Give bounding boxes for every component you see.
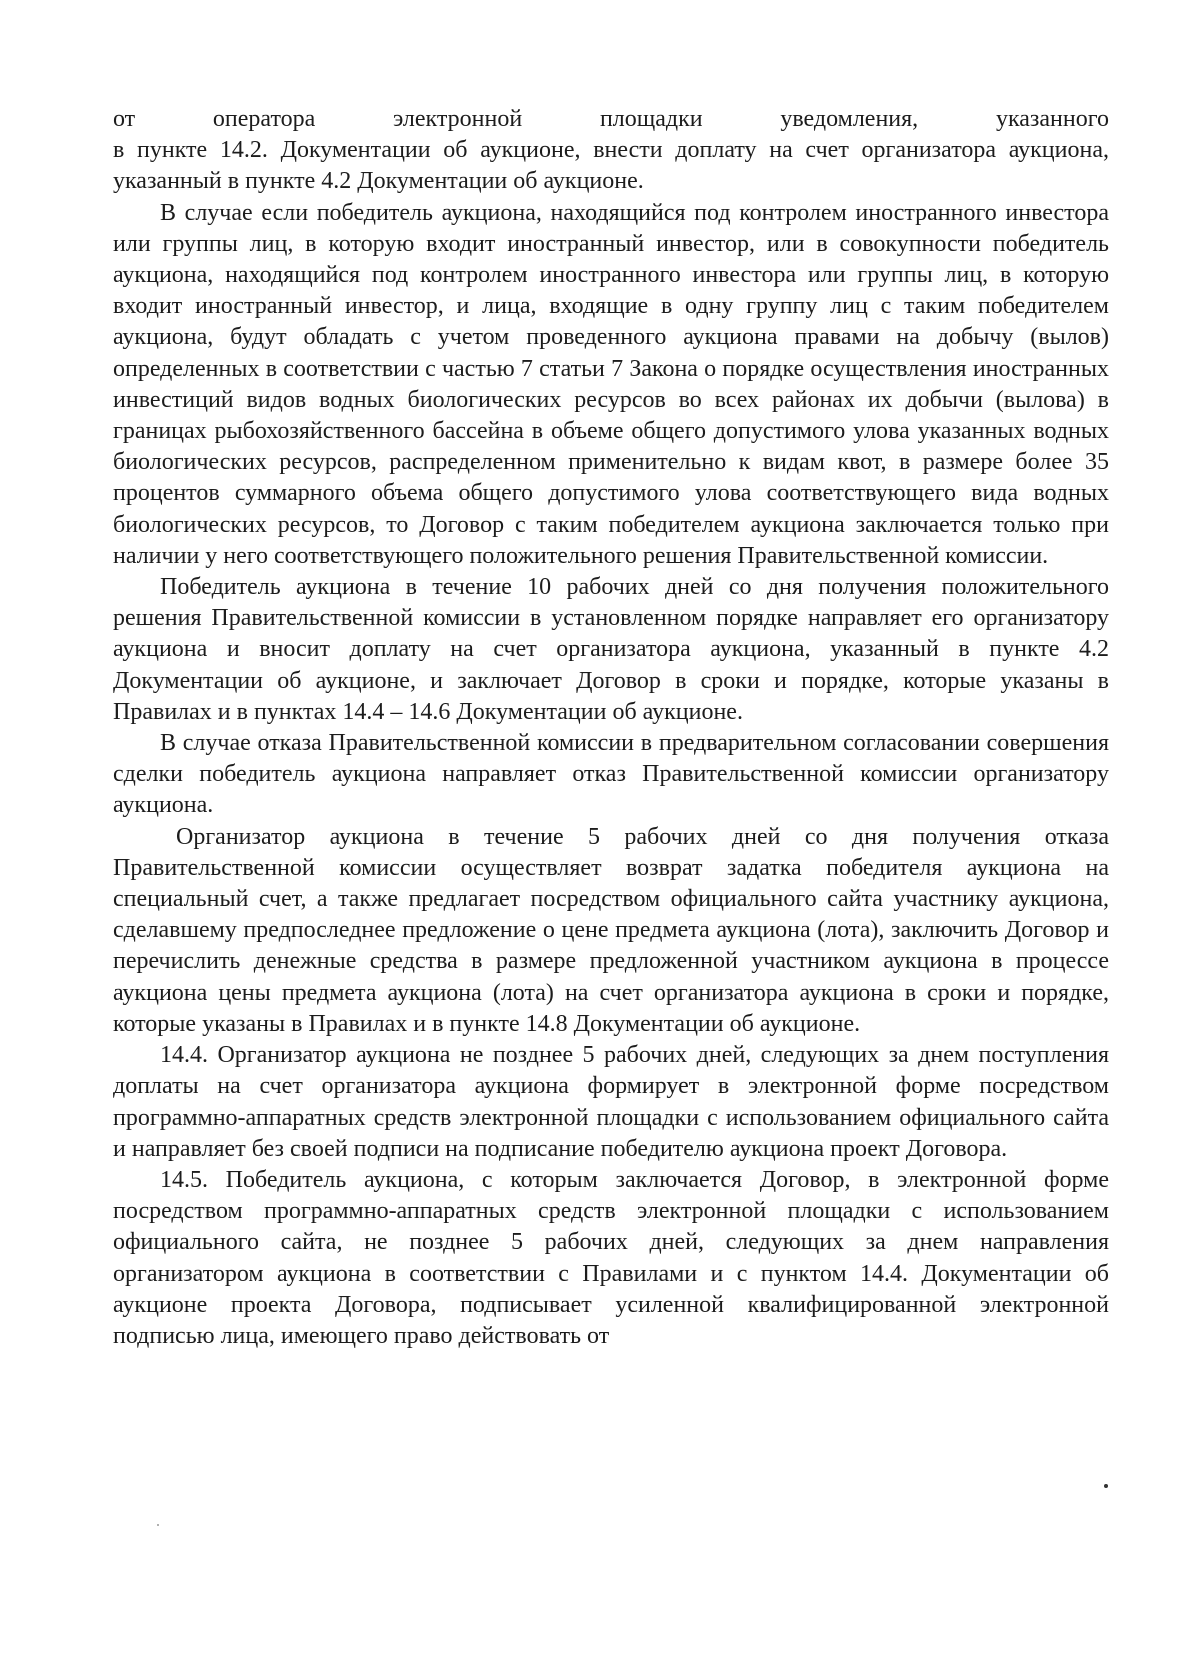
intro-word: уведомления, <box>780 106 919 132</box>
intro-paragraph-continuation: в пункте 14.2. Документации об аукционе, внести доплату на счет организатора аукциона, указанный в пункте 4.2 Документации об аукционе. <box>113 137 1109 195</box>
intro-first-line <box>113 104 1109 135</box>
paragraph-foreign-investor-control: В случае если победитель аукциона, находящийся под контролем иностранного инвестора или группы лиц, в которую входит иностранный инвестор, или в совокупности победитель аукциона, находящийся под контролем иностранного инвестора или группы лиц, в которую входит иностранный инвестор, и лица, входящие в одну группу лиц с таким победителем аукциона, будут обладать с учетом проведенного аукциона правами на добычу (вылов) определенных в соответствии с частью 7 статьи 7 Закона о порядке осуществления иностранных инвестиций видов водных биологических ресурсов во всех районах их добычи (вылова) в границах рыбохозяйственного бассейна в объеме общего допустимого улова указанных водных биологических ресурсов, распределенном применительно к видам квот, в размере более 35 процентов суммарного объема общего допустимого улова соответствующего вида водных биологических ресурсов, то Договор с таким победителем аукциона заключается только при наличии у него соответствующего положительного решения Правительственной комиссии. <box>113 199 1109 569</box>
paragraph-winner-positive-decision: Победитель аукциона в течение 10 рабочих дней со дня получения положительного решения Правительственной комиссии в установленном порядке направляет его организатору аукциона и вносит доплату на счет организатора аукциона, указанный в пункте 4.2 Документации об аукционе, и заключает Договор в сроки и порядке, которые указаны в Правилах и в пунктах 14.4 – 14.6 Документации об аукционе. <box>113 574 1109 725</box>
paragraph-commission-refusal: В случае отказа Правительственной комиссии в предварительном согласовании совершения сделки победитель аукциона направляет отказ Правительственной комиссии организатору аукциона. <box>113 730 1109 819</box>
intro-word: площадки <box>599 106 703 132</box>
intro-word: электронной <box>393 106 523 132</box>
scan-speck <box>157 1524 159 1526</box>
scan-speck <box>1104 1484 1108 1488</box>
paragraph-deposit-return: Организатор аукциона в течение 5 рабочих дней со дня получения отказа Правительственной комиссии осуществляет возврат задатка победителя аукциона на специальный счет, а также предлагает посредством официального сайта участнику аукциона, сделавшему предпоследнее предложение о цене предмета аукциона (лота), заключить Договор и перечислить денежные средства в размере предложенной участником аукциона в процессе аукциона цены предмета аукциона (лота) на счет организатора аукциона в сроки и порядке, которые указаны в Правилах и в пункте 14.8 Документации об аукционе. <box>113 823 1109 1037</box>
intro-word: оператора <box>212 106 316 132</box>
document-page <box>113 104 1109 1352</box>
intro-word: от <box>113 106 136 132</box>
paragraph-clause-14-4: 14.4. Организатор аукциона не позднее 5 рабочих дней, следующих за днем поступления доплаты на счет организатора аукциона формирует в электронной форме посредством программно-аппаратных средств электронной площадки с использованием официального сайта и направляет без своей подписи на подписание победителю аукциона проект Договора. <box>113 1042 1109 1162</box>
intro-word: указанного <box>995 106 1109 132</box>
paragraph-clause-14-5: 14.5. Победитель аукциона, с которым заключается Договор, в электронной форме посредством программно-аппаратных средств электронной площадки с использованием официального сайта, не позднее 5 рабочих дней, следующих за днем направления организатором аукциона в соответствии с Правилами и с пунктом 14.4. Документации об аукционе проекта Договора, подписывает усиленной квалифицированной электронной подписью лица, имеющего право действовать от <box>113 1166 1109 1349</box>
